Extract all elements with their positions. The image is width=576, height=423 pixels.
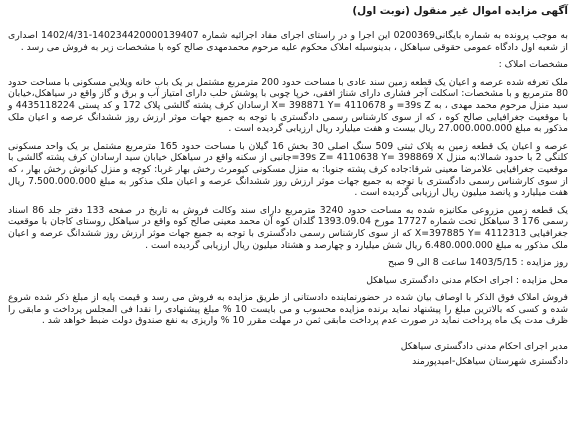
property-1-paragraph: ملک تعرفه شده عرصه و اعیان یک قطعه زمین سند عادی با مساحت حدود 200 مترمربع مشتمل بر یک باب خانه ویلایی مسکونی با مساحت حدود 80 مترمربع و با مشخصات: اسکلت آجر فشاری دارای شناژ افقی، خرپا چوبی با پوشش حلب دارای امتیاز آب و برق و گاز واقع در سیاهکل،خیابان سید منزل مرحوم محمد مهدی ، به 39s Z= و X= 398871 Y= 4110678 ارسادان کرف پشته گالشی پلاک 172 و کد پستی 4435118224 و با موقعیت جغرافیایی صالح کوه ، که از سوی کارشناس رسمی دادگستری با توجه به جمیع جهات موثر ارزش روز ششدانگ عرصه و اعیان ملک مذکور به مبلغ 27.000.000.000 ریال بیست و هفت میلیارد ریال ارزیابی گردیده است . <box>8 76 568 135</box>
auction-day: روز مزایده : 1403/5/15 ساعت 8 الی 9 صبح <box>388 257 568 269</box>
footer-signature-1: مدیر اجرای احکام مدنی دادگستری سیاهکل <box>400 341 568 353</box>
property-3-paragraph: یک قطعه زمین مزروعی مکانیزه شده به مساحت حدود 3240 مترمربع دارای سند وکالت فروش به تاریخ در صفحه 133 دفتر جلد 86 اسناد رسمی 176 3 سیاهکل تحت شماره 17727 مورخ 1393.09.04 گلدان کوه آن محمد معینی صالح کوه واقع در سیاهکل روستای کاجان با موقعیت جغرافیایی X=397885 Y= 4112313 که از سوی کارشناس رسمی دادگستری با توجه به جمیع جهات موثر ارزش روز ششدانگ عرصه و اعیان ملک مذکور به مبلغ 6.480.000.000 ریال شش میلیارد و چهارصد و هشتاد میلیون ریال ارزیابی گردیده است . <box>8 204 568 251</box>
auction-notice <box>8 4 568 415</box>
property-2-paragraph: عرصه و اعیان یک قطعه زمین به پلاک ثبتی 509 سنگ اصلی 30 بخش 16 گیلان با مساحت حدود 165 مترمربع مشتمل بر یک واحد مسکونی کلنگی 2 با حدود شمالا:به منزل 39s Z= 4110638 Y= 398869 X=جانبی از سکنه واقع در سیاهکل خیابان سید ارسادان کرف پشته گالشی با موقعیت جغرافیایی علامرضا معینی شرقا:جاده کرف پشته جنوبا: به منزل مسکونی کیومرث رخش بهار غربا: کوچه و منزل کیانوش رخش بهار ، که از سوی کارشناس رسمی دادگستری با توجه به جمیع جهات موثر ارزش روز ششدانگ عرصه و اعیان ملک مذکور به مبلغ 7.500.000.000 ریال هفت میلیارد و پانصد میلیون ریال ارزیابی گردیده است . <box>8 140 569 199</box>
intro-paragraph: به موجب پرونده به شماره بایگانی0200369 این اجرا و در راستای اجرای مفاد اجرائیه شماره 140234420000139407-1402/4/31 اصداری از شعبه اول دادگاه عمومی حقوقی سیاهکل ، بدینوسیله املاک محکوم علیه مرحوم محمدمهدی صالح کوه با مشخصات زیر به فروش می رسد . <box>8 30 568 53</box>
footer-signature-2: دادگستری شهرستان سیاهکل-امیدپورمند <box>412 355 568 367</box>
auction-place: محل مزایده : اجرای احکام مدنی دادگستری سیاهکل <box>366 274 568 286</box>
notice-title: آگهی مزایده اموال غیر منقول (نوبت اول) <box>352 5 568 17</box>
specs-label: مشخصات املاک : <box>498 59 568 71</box>
terms-paragraph: فروش املاک فوق الذکر با اوصاف بیان شده در حضورنماینده دادستانی از طریق مزایده به فروش می رسد و قیمت پایه از مبلغ ذکر شده شروع شده و کسی که بالاترین مبلغ را پیشنهاد نماید برنده مزایده محسوب و می بایست 10 % مبلغ پیشنهادی را نقدا فی المجلس پرداخت و مابقی را ظرف مدت یک ماه پرداخت نماید در صورت عدم پرداخت مابقی ثمن در مهلت مقرر 10 % واریزی به نفع صندوق دولت ضبط خواهد شد . <box>8 292 568 327</box>
